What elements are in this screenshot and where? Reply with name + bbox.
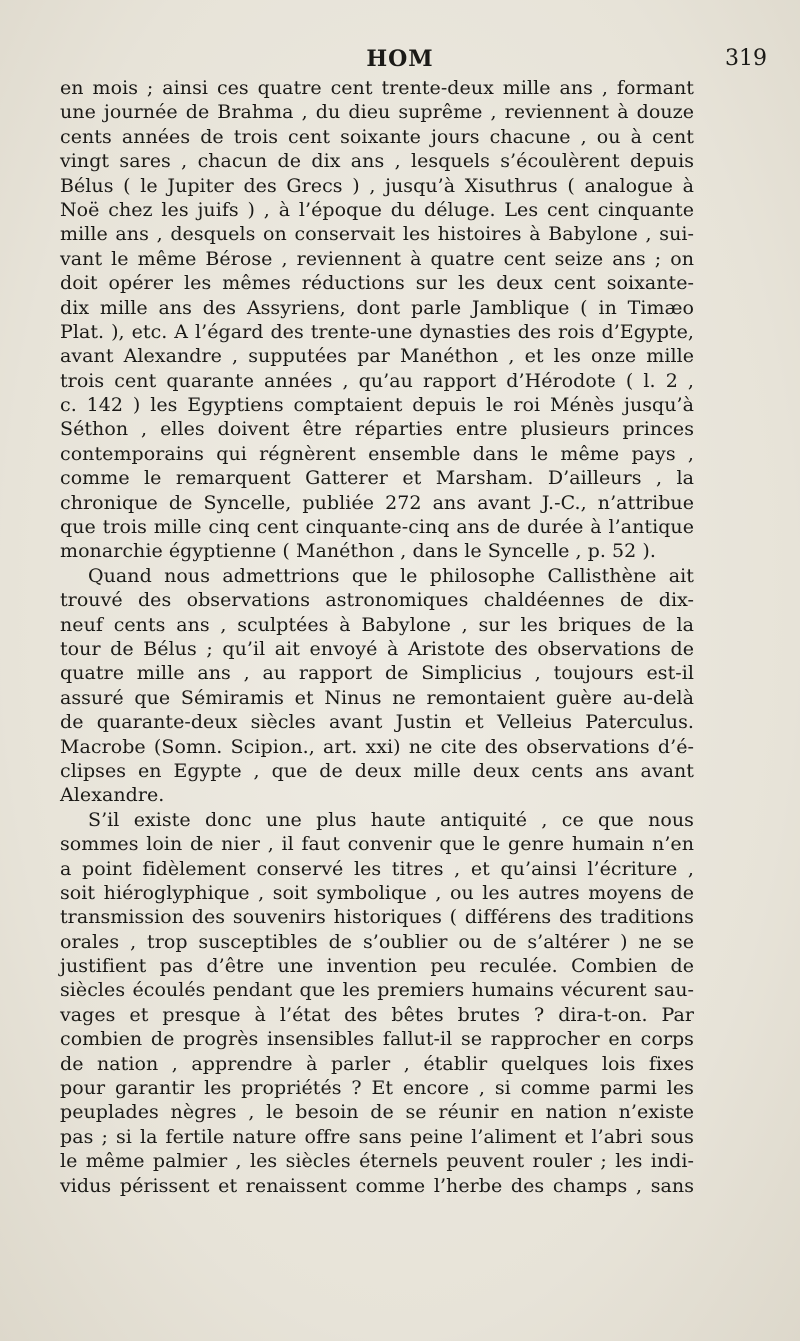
text-line: contemporains qui régnèrent ensemble dans le même pays , bbox=[60, 442, 694, 465]
text-line: comme le remarquent Gatterer et Marsham. D’ailleurs , la bbox=[60, 467, 694, 490]
text-line: tour de Bélus ; qu’il ait envoyé à Aristote des observations de bbox=[60, 637, 694, 660]
text-line: clipses en Egypte , que de deux mille deux cents ans avant bbox=[60, 759, 694, 782]
text-line: a point fidèlement conservé les titres , et qu’ainsi l’écriture , bbox=[60, 857, 694, 880]
text-line: chronique de Syncelle, publiée 272 ans avant J.-C., n’attribue bbox=[60, 491, 694, 514]
text-line: S’il existe donc une plus haute antiquité , ce que nous bbox=[88, 808, 694, 831]
text-line: mille ans , desquels on conservait les histoires à Babylone , sui- bbox=[60, 223, 694, 246]
paragraph-1 bbox=[60, 76, 694, 564]
page-number: 319 bbox=[725, 46, 767, 71]
text-line: peuplades nègres , le besoin de se réunir en nation n’existe bbox=[60, 1101, 694, 1124]
paragraph-2 bbox=[60, 564, 694, 808]
text-line: dix mille ans des Assyriens, dont parle Jamblique ( in Timæo bbox=[60, 296, 694, 319]
text-line: avant Alexandre , supputées par Manéthon , et les onze mille bbox=[60, 345, 694, 368]
text-line: Quand nous admettrions que le philosophe Callisthène ait bbox=[88, 564, 694, 587]
text-line: en mois ; ainsi ces quatre cent trente-deux mille ans , formant bbox=[60, 77, 694, 99]
text-line: Séthon , elles doivent être réparties entre plusieurs princes bbox=[60, 418, 694, 441]
text-line: que trois mille cinq cent cinquante-cinq ans de durée à l’antique bbox=[60, 516, 694, 539]
text-line: c. 142 ) les Egyptiens comptaient depuis le roi Ménès jusqu’à bbox=[60, 394, 694, 417]
running-head bbox=[0, 46, 800, 76]
text-line: justifient pas d’être une invention peu reculée. Combien de bbox=[60, 955, 694, 978]
text-line: siècles écoulés pendant que les premiers humains vécurent sau- bbox=[60, 979, 694, 1002]
text-line: pour garantir les propriétés ? Et encore , si comme parmi les bbox=[60, 1077, 694, 1100]
text-line: le même palmier , les siècles éternels peuvent rouler ; les indi- bbox=[60, 1150, 694, 1173]
text-line: transmission des souvenirs historiques ( différens des traditions bbox=[60, 906, 694, 929]
text-line: de nation , apprendre à parler , établir quelques lois fixes bbox=[60, 1052, 694, 1075]
text-line: quatre mille ans , au rapport de Simplicius , toujours est-il bbox=[60, 662, 694, 685]
text-line: vages et presque à l’état des bêtes brutes ? dira-t-on. Par bbox=[60, 1003, 694, 1026]
text-line: une journée de Brahma , du dieu suprême , reviennent à douze bbox=[60, 101, 694, 124]
text-line: combien de progrès insensibles fallut-il se rapprocher en corps bbox=[60, 1028, 694, 1051]
paragraph-3 bbox=[60, 808, 694, 1198]
text-line: Noë chez les juifs ) , à l’époque du déluge. Les cent cinquante bbox=[60, 198, 694, 221]
text-line: Alexandre. bbox=[60, 784, 165, 807]
text-line: sommes loin de nier , il faut convenir que le genre humain n’en bbox=[60, 833, 694, 856]
text-line: vidus périssent et renaissent comme l’herbe des champs , sans bbox=[60, 1174, 694, 1197]
text-line: de quarante-deux siècles avant Justin et Velleius Paterculus. bbox=[60, 711, 694, 734]
text-line: doit opérer les mêmes réductions sur les deux cent soixante- bbox=[60, 272, 694, 295]
text-line: cents années de trois cent soixante jours chacune , ou à cent bbox=[60, 125, 694, 148]
text-line: trois cent quarante années , qu’au rapport d’Hérodote ( l. 2 , bbox=[60, 369, 694, 392]
text-line: orales , trop susceptibles de s’oublier ou de s’altérer ) ne se bbox=[60, 930, 694, 953]
text-line: Bélus ( le Jupiter des Grecs ) , jusqu’à Xisuthrus ( analogue à bbox=[60, 174, 694, 197]
text-line: monarchie égyptienne ( Manéthon , dans le Syncelle , p. 52 ). bbox=[60, 540, 656, 563]
text-line: soit hiéroglyphique , soit symbolique , ou les autres moyens de bbox=[60, 881, 694, 904]
text-line: Plat. ), etc. A l’égard des trente-une dynasties des rois d’Egypte, bbox=[60, 320, 694, 343]
text-line: vant le même Bérose , reviennent à quatre cent seize ans ; on bbox=[60, 247, 694, 270]
text-line: Macrobe (Somn. Scipion., art. xxi) ne cite des observations d’é- bbox=[60, 735, 694, 758]
text-block bbox=[60, 76, 694, 1198]
text-line: neuf cents ans , sculptées à Babylone , sur les briques de la bbox=[60, 613, 694, 636]
running-title: HOM bbox=[366, 46, 434, 72]
text-line: assuré que Sémiramis et Ninus ne remontaient guère au-delà bbox=[60, 686, 694, 709]
text-line: trouvé des observations astronomiques chaldéennes de dix- bbox=[60, 589, 694, 612]
text-line: pas ; si la fertile nature offre sans peine l’aliment et l’abri sous bbox=[60, 1125, 694, 1148]
text-line: vingt sares , chacun de dix ans , lesquels s’écoulèrent depuis bbox=[60, 150, 694, 173]
